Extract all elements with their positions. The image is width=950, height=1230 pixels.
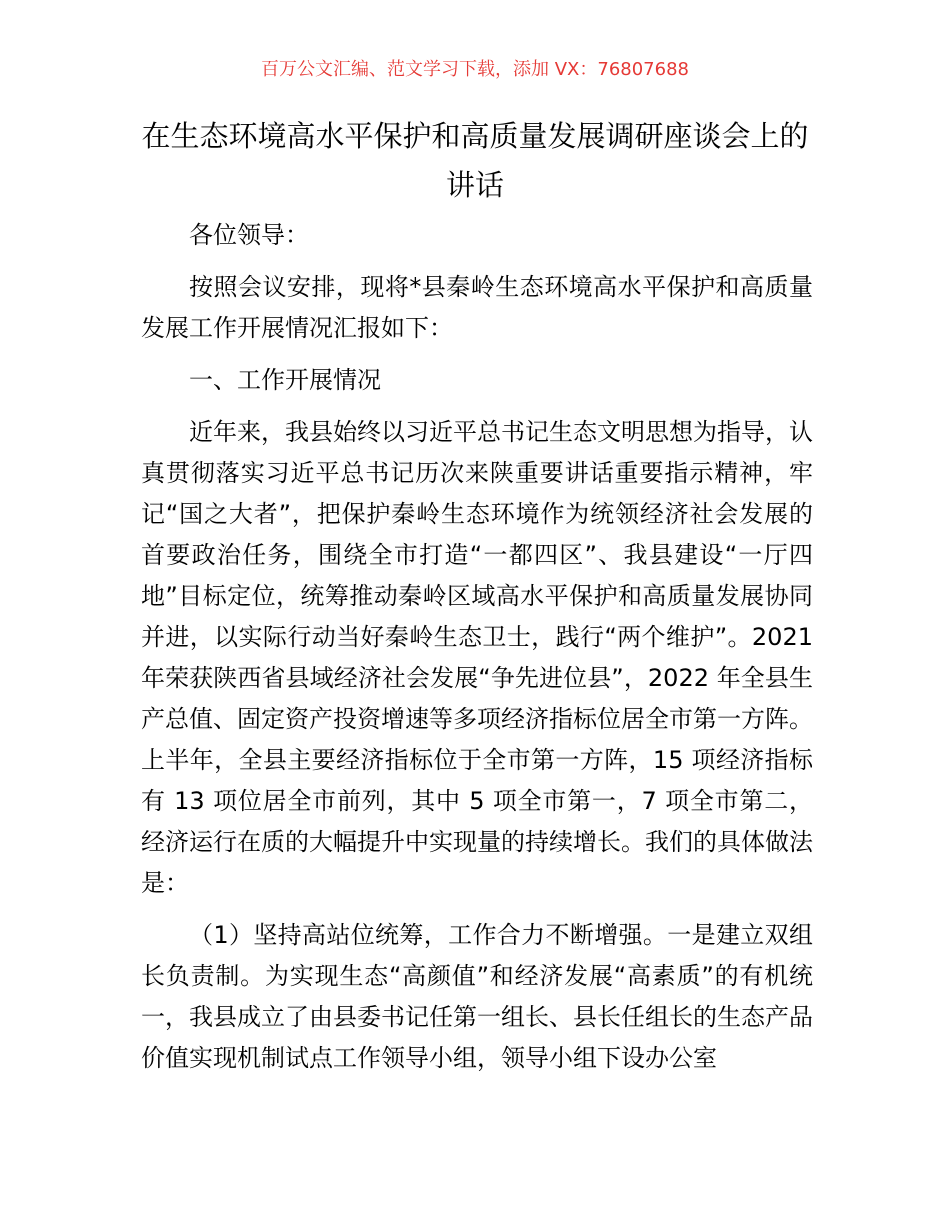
section-heading: 一、工作开展情况 [189,366,381,394]
document-body [141,215,813,1079]
document-title: 在生态环境高水平保护和高质量发展调研座谈会上的讲话 [141,119,809,202]
body-paragraph: （1）坚持高站位统筹，工作合力不断增强。一是建立双组长负责制。为实现生态“高颜值”和经济发展“高素质”的有机统一，我县成立了由县委书记任第一组长、县长任组长的生态产品价值实现机制试点工作领导小组，领导小组下设办公室 [141,921,813,1072]
body-paragraph: 近年来，我县始终以习近平总书记生态文明思想为指导，认真贯彻落实习近平总书记历次来陕重要讲话重要指示精神，牢记“国之大者”，把保护秦岭生态环境作为统领经济社会发展的首要政治任务，围绕全市打造“一都四区”、我县建设“一厅四地”目标定位，统筹推动秦岭区域高水平保护和高质量发展协同并进，以实际行动当好秦岭生态卫士，践行“两个维护”。2021 年荣获陕西省县域经济社会发展“争先进位县”，2022 年全县生产总值、固定资产投资增速等多项经济指标位居全市第一方阵。上半年，全县主要经济指标位于全市第一方阵，15 项经济指标有 13 项位居全市前列，其中 5 项全市第一，7 项全市第二，经济运行在质的大幅提升中实现量的持续增长。我们的具体做法是： [141,418,813,897]
salutation-paragraph: 各位领导： [189,221,309,249]
intro-paragraph: 按照会议安排，现将*县秦岭生态环境高水平保护和高质量发展工作开展情况汇报如下： [141,273,813,342]
header-watermark-note: 百万公文汇编、范文学习下载，添加 VX：76807688 [261,59,689,80]
